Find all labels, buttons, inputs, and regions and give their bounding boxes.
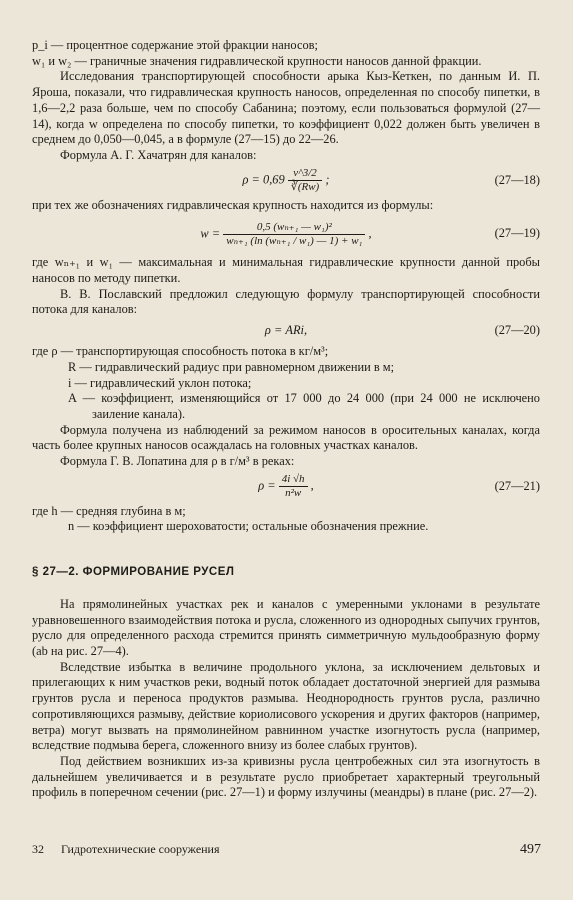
formula-27-18: ρ = 0,69 $\frac{v\^{}3/2}{∛(Rw)}$ ; (27—18): [242, 167, 540, 194]
formula-27-20: ρ = ARi, (27—20): [264, 323, 540, 338]
section-paragraph-2: Вследствие избытка в величине продольного уклона, за исключением дельтовых и прилегающих к ним участков реки, водный поток обладает достаточной энергией для размыва грунтов русла и переноса продуктов размыва. Неоднородность грунтов русла, различно сопротивляющихся размыву, действие кориолисового ускорения и других факторов (например, ветра) могут вызвать на прямолинейном равнинном участке изогнутость русла (например, вследствие подмыва берега, сложенного внизу из более слабых грунтов).: [32, 659, 540, 753]
paragraph-same-notation: при тех же обозначениях гидравлическая крупность находится из формулы:: [32, 197, 434, 212]
equation-number: (27—18): [494, 172, 540, 187]
signature-mark: 32: [32, 842, 44, 856]
definition-i: i — гидравлический уклон потока;: [68, 375, 252, 390]
page-content: [32, 38, 540, 801]
section-paragraph-1: На прямолинейных участках рек и каналов с умеренными уклонами в результате уравновешенного взаимодействия потока и русла, сложенного из однородных сыпучих грунтов, русло для определенного расхода стремится принять симметричную мульдообразную форму (ab на рис. 27—4).: [32, 596, 540, 658]
section-heading: § 27—2. ФОРМИРОВАНИЕ РУСЕЛ: [32, 566, 235, 579]
definition-R: R — гидравлический радиус при равномерном движении в м;: [68, 359, 395, 374]
definition-h: где h — средняя глубина в м;: [32, 503, 186, 518]
formula-27-21: ρ = $\frac{4i √h}{\text{n²w}}$ , (27—21): [258, 473, 540, 500]
definition-w1-w2: w₁ и w₂ — граничные значения гидравлической крупности наносов данной фракции.: [32, 53, 482, 68]
paragraph-poslavsky: В. В. Пославский предложил следующую формулу транспортирующей способности потока для каналов:: [32, 286, 540, 317]
equation-number: (27—20): [494, 323, 540, 338]
definition-p-i: p_i — процентное содержание этой фракции наносов;: [32, 38, 318, 52]
running-title: Гидротехнические сооружения: [61, 842, 220, 856]
paragraph-lopatin: Формула Г. В. Лопатина для ρ в г/м³ в реках:: [60, 454, 295, 469]
definition-A: A — коэффициент, изменяющийся от 17 000 до 24 000 (при 24 000 не исключено заиление канала).: [68, 391, 540, 421]
page-footer: [32, 842, 541, 858]
equation-number: (27—21): [494, 478, 540, 493]
paragraph-obtained: Формула получена из наблюдений за режимом наносов в оросительных каналах, когда часть более крупных наносов осаждалась на головных участках каналов.: [32, 422, 540, 453]
equation-number: (27—19): [494, 226, 540, 241]
paragraph-kyz-ketken: Исследования транспортирующей способности арыка Кыз-Кеткен, по данным И. П. Яроша, показали, что гидравлическая крупность наносов, определенная по способу пипетки, в 1,6—2,2 раза больше, чем по способу Сабанина; поэтому, если пользоваться формулой (27—14), когда w определена по способу пипетки, то коэффициент 0,022 должен быть увеличен в среднем до 0,050—0,045, а в формуле (27—15) до 22—26.: [32, 69, 540, 147]
page-number: 497: [520, 842, 541, 857]
definition-n: n — коэффициент шероховатости; остальные обозначения прежние.: [68, 519, 429, 534]
definition-rho: где ρ — транспортирующая способность потока в кг/м³;: [32, 344, 329, 359]
paragraph-where-wn: где wₙ₊₁ и w₁ — максимальная и минимальная гидравлические крупности данной пробы наносов по методу пипетки.: [32, 255, 540, 286]
paragraph-khachatryan: Формула А. Г. Хачатрян для каналов:: [60, 147, 257, 162]
section-paragraph-3: Под действием возникших из-за кривизны русла центробежных сил эта изогнутость в дальнейшем увеличивается и в результате русло приобретает характерный треугольный профиль в поперечном сечении (рис. 27—1) и форму излучины (меандры) в плане (рис. 27—2).: [32, 753, 540, 800]
formula-27-19: w = $\frac{\text{0,5 (wₙ₊₁ — w₁)²}}{\text{wₙ₊₁ (ln (wₙ₊₁ / w₁) — 1) + w₁}}$ , (27—19): [200, 220, 540, 247]
